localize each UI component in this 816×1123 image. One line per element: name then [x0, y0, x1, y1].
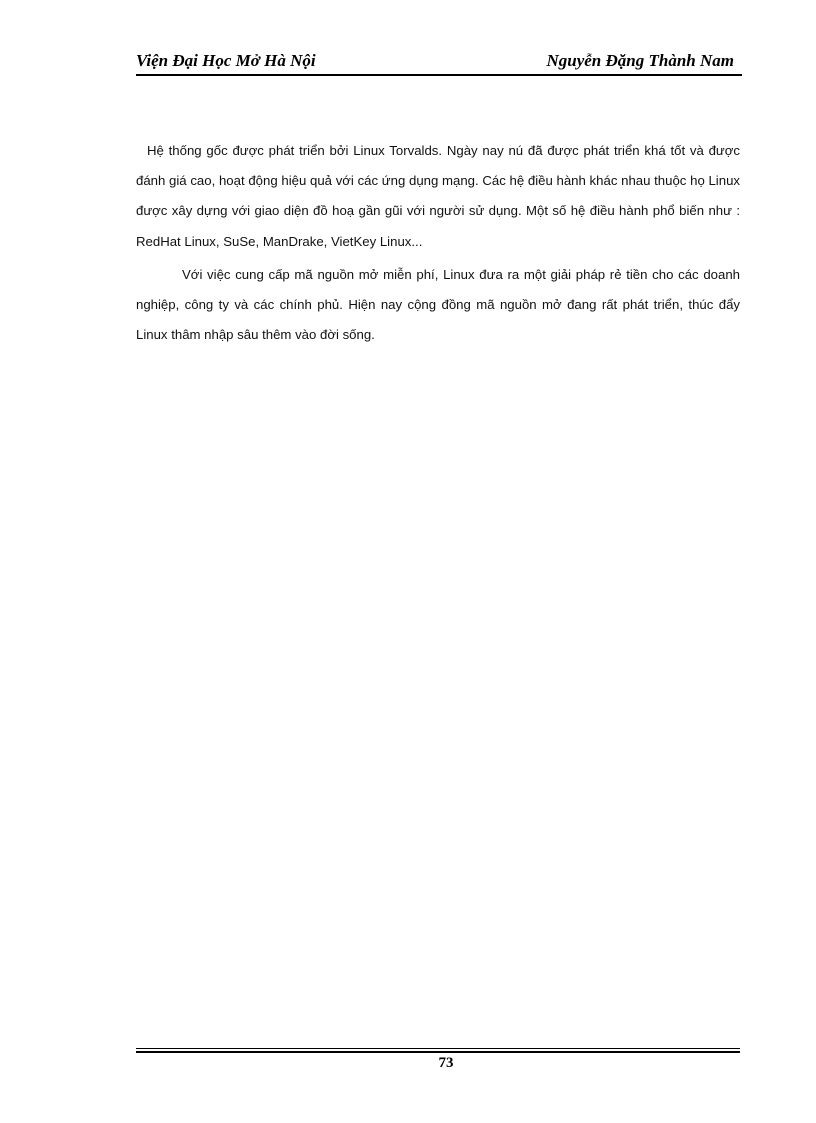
page-header	[136, 48, 742, 76]
header-institution: Viện Đại Học Mở Hà Nội	[136, 51, 316, 70]
paragraph: Hệ thống gốc được phát triển bởi Linux Torvalds. Ngày nay nú đã được phát triển khá tốt và được đánh giá cao, hoạt động hiệu quả với các ứng dụng mạng. Các hệ điều hành khác nhau thuộc họ Linux được xây dựng với giao diện đồ hoạ gần gũi với người sử dụng. Một số hệ điều hành phổ biến như : RedHat Linux, SuSe, ManDrake, VietKey Linux...	[136, 143, 740, 249]
page-number: 73	[438, 1055, 454, 1071]
footer-divider	[136, 1048, 740, 1049]
header-author: Nguyễn Đặng Thành Nam	[546, 51, 734, 70]
paragraph: Với việc cung cấp mã nguồn mở miễn phí, Linux đưa ra một giải pháp rẻ tiền cho các doanh nghiệp, công ty và các chính phủ. Hiện nay cộng đồng mã nguồn mở đang rất phát triển, thúc đẩy Linux thâm nhập sâu thêm vào đời sống.	[136, 266, 740, 343]
document-body	[136, 136, 740, 350]
